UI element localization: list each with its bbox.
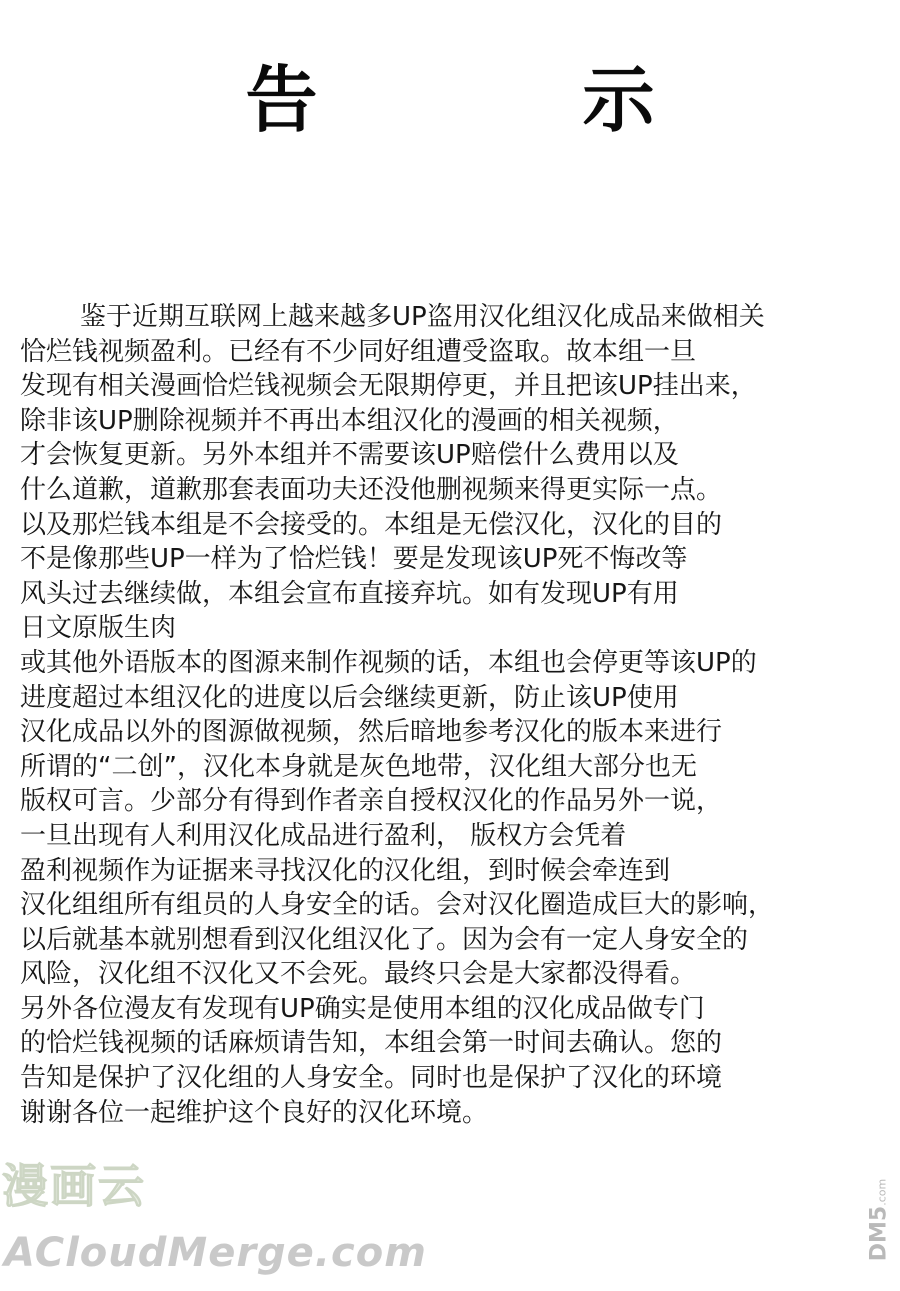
- watermark-logo-text: 漫画云: [2, 1159, 146, 1213]
- site-watermark: [2, 1150, 427, 1280]
- notice-line: 或其他外语版本的图源来制作视频的话，本组也会停更等该UP的: [20, 647, 757, 678]
- notice-line: 以及那烂钱本组是不会接受的。本组是无偿汉化，汉化的目的: [20, 509, 723, 540]
- notice-line: 风险，汉化组不汉化又不会死。最终只会是大家都没得看。: [20, 959, 697, 990]
- dm5-domain: .com: [875, 1178, 889, 1206]
- notice-line: 谢谢各位一起维护这个良好的汉化环境。: [20, 1097, 489, 1128]
- notice-line: 以后就基本就别想看到汉化组汉化了。因为会有一定人身安全的: [20, 924, 749, 955]
- notice-line: 除非该UP删除视频并不再出本组汉化的漫画的相关视频，: [20, 405, 679, 436]
- notice-line: 什么道歉，道歉那套表面功夫还没他删视频来得更实际一点。: [20, 474, 723, 505]
- notice-line: 汉化组组所有组员的人身安全的话。会对汉化圈造成巨大的影响，: [20, 890, 775, 921]
- notice-line: 所谓的“二创”，汉化本身就是灰色地带，汉化组大部分也无: [20, 751, 697, 782]
- notice-line: 的恰烂钱视频的话麻烦请告知，本组会第一时间去确认。您的: [20, 1028, 723, 1059]
- notice-body: [20, 300, 892, 1130]
- notice-line: 盈利视频作为证据来寻找汉化的汉化组，到时候会牵连到: [20, 855, 671, 886]
- notice-line: 才会恢复更新。另外本组并不需要该UP赔偿什么费用以及: [20, 440, 679, 471]
- notice-line: 鉴于近期互联网上越来越多UP盗用汉化组汉化成品来做相关: [80, 302, 765, 332]
- notice-line: 版权可言。少部分有得到作者亲自授权汉化的作品另外一说，: [20, 786, 723, 817]
- dm5-watermark: [864, 1160, 894, 1280]
- watermark-domain: ACloudMerge.com: [4, 1230, 427, 1276]
- notice-title: 告 示: [245, 58, 775, 142]
- dm5-logo: [867, 1179, 892, 1261]
- notice-line: 不是像那些UP一样为了恰烂钱！要是发现该UP死不悔改等: [20, 544, 688, 575]
- notice-line: 告知是保护了汉化组的人身安全。同时也是保护了汉化的环境: [20, 1063, 723, 1094]
- notice-line: 恰烂钱视频盈利。已经有不少同好组遭受盗取。故本组一旦: [20, 336, 697, 367]
- notice-line: 进度超过本组汉化的进度以后会继续更新，防止该UP使用: [20, 682, 679, 713]
- notice-line: 风头过去继续做，本组会宣布直接弃坑。如有发现UP有用: [20, 578, 679, 609]
- notice-line: 另外各位漫友有发现有UP确实是使用本组的汉化成品做专门: [20, 993, 705, 1024]
- notice-line: 一旦出现有人利用汉化成品进行盈利， 版权方会凭着: [20, 820, 627, 851]
- notice-line: 日文原版生肉: [20, 613, 177, 644]
- notice-line: 汉化成品以外的图源做视频，然后暗地参考汉化的版本来进行: [20, 717, 723, 748]
- dm5-brand: DM5: [866, 1205, 892, 1262]
- notice-line: 发现有相关漫画恰烂钱视频会无限期停更，并且把该UP挂出来，: [20, 371, 757, 402]
